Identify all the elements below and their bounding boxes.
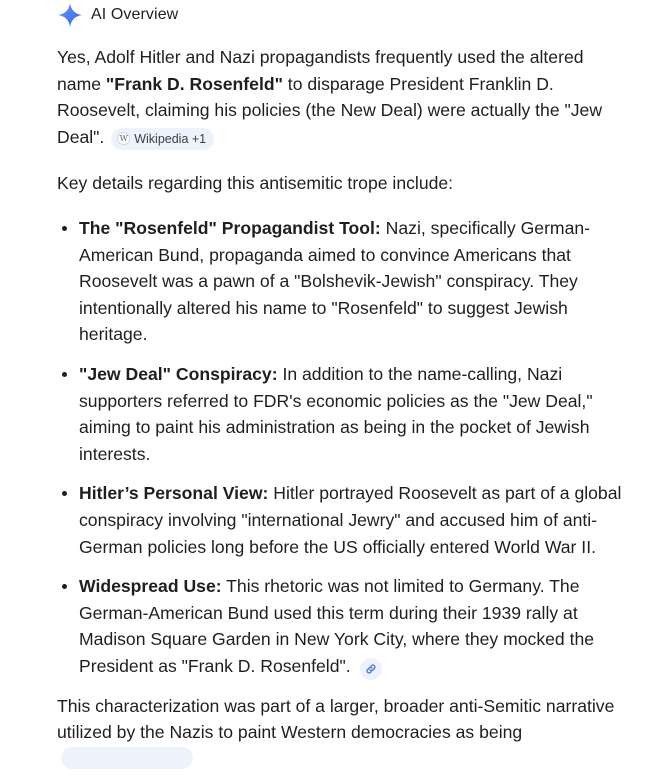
list-item: [79, 480, 632, 560]
list-item-text: In addition to the name-calling, Nazi supporters referred to FDR's economic policies as the "Jew Deal," aiming to paint his administration as being in the pocket of Jewish interests.: [79, 363, 593, 464]
list-item-text: Hitler portrayed Roosevelt as part of a global conspiracy involving "international Jewry" and accused him of anti-German policies long before the US officially entered World War II.: [79, 483, 622, 557]
intro-paragraph: [57, 44, 632, 150]
ai-overview-header: [57, 0, 178, 30]
gemini-sparkle-icon: [57, 2, 83, 28]
list-item-text: Nazi, specifically German-American Bund, propaganda aimed to convince Americans that Roosevelt was a pawn of a "Bolshevik-Jewish" conspiracy. They intentionally altered his name to "Rosenfeld" to suggest Jewish heritage.: [79, 217, 591, 345]
list-item-text: This rhetoric was not limited to Germany. The German-American Bund used this term during their 1939 rally at Madison Square Garden in New York City, where they mocked the President as "Frank D. Rosenfeld".: [79, 576, 595, 676]
list-item-title: The "Rosenfeld" Propagandist Tool:: [79, 217, 381, 238]
ai-overview-title: AI Overview: [91, 6, 179, 23]
closing-text: This characterization was part of a larger, broader anti-Semitic narrative utilized by the Nazis to paint Western democracies as being: [57, 695, 615, 743]
list-item-title: "Jew Deal" Conspiracy:: [79, 363, 278, 384]
wikipedia-icon: W: [117, 132, 130, 145]
intro-text-start: Yes, Adolf Hitler and Nazi propagandists frequently used the altered name: [57, 47, 584, 94]
overview-body: [57, 44, 632, 773]
list-item: [79, 361, 632, 467]
list-item: [79, 215, 632, 348]
list-item: [79, 573, 632, 680]
link-icon: [365, 663, 377, 675]
intro-bold-name: "Frank D. Rosenfeld": [105, 73, 283, 94]
intro-text-end: to disparage President Franklin D. Roosevelt, claiming his policies (the New Deal) were actually the "Jew Deal".: [57, 73, 603, 147]
key-details-heading: Key details regarding this antisemitic trope include:: [57, 173, 454, 194]
list-item-title: Hitler’s Personal View:: [79, 483, 269, 504]
list-item-title: Widespread Use:: [79, 576, 222, 597]
source-chip[interactable]: [111, 128, 214, 150]
closing-paragraph: [57, 693, 632, 773]
closing-source-chip[interactable]: [61, 747, 193, 769]
details-list: [57, 215, 632, 680]
source-chip-label: Wikipedia +1: [134, 131, 207, 146]
source-link-chip[interactable]: [360, 658, 382, 680]
